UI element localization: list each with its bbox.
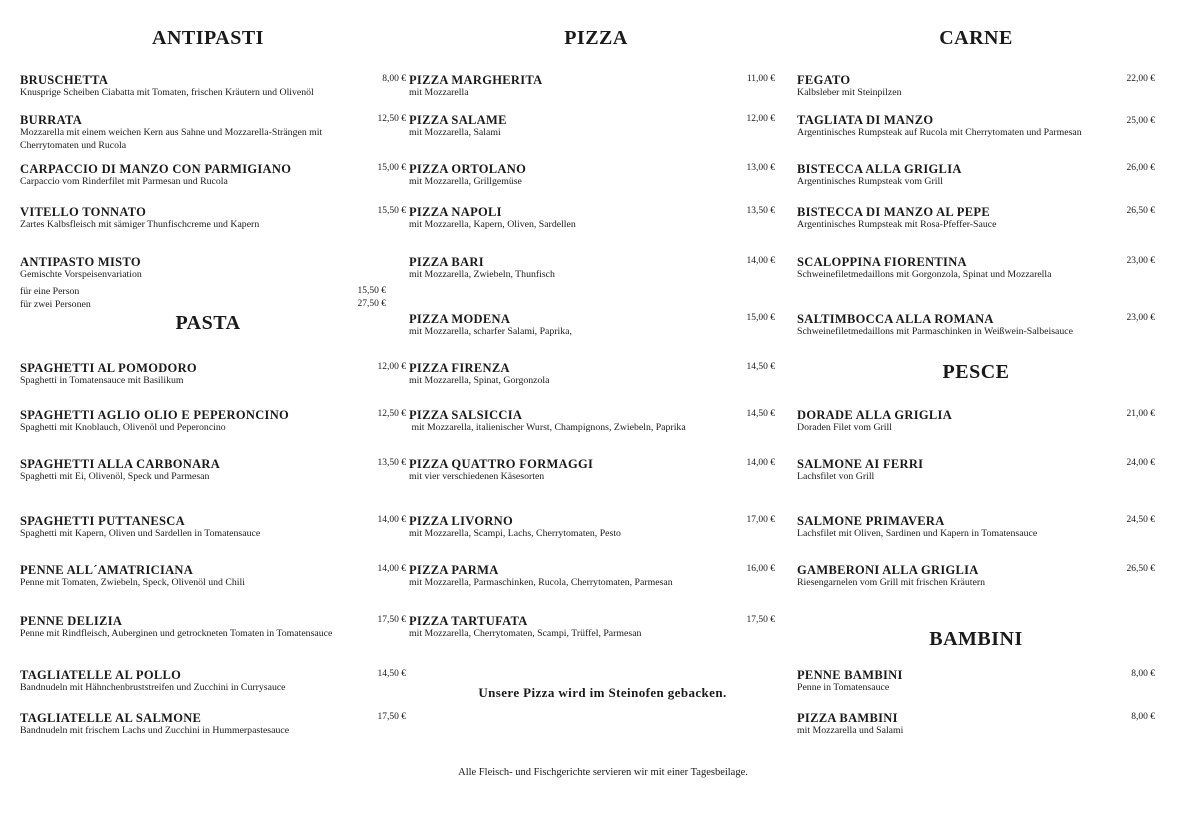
- item-price: 22,00 €: [1126, 74, 1155, 84]
- item-desc: Lachsfilet mit Oliven, Sardinen und Kapern in Tomatensauce: [797, 528, 1038, 539]
- menu-item-spaghetti-pomodoro: [20, 361, 406, 388]
- bambini-heading: BAMBINI: [929, 628, 1023, 650]
- menu-item-penne-bambini: [797, 668, 1155, 695]
- item-desc: Riesengarnelen vom Grill mit frischen Kräutern: [797, 577, 985, 588]
- item-price: 23,00 €: [1126, 256, 1155, 266]
- item-desc: Schweinefiletmedaillons mit Parmaschinken in Weißwein-Salbeisauce: [797, 326, 1073, 337]
- menu-item-tagliata-di-manzo: [797, 113, 1155, 140]
- menu-item-burrata: [20, 113, 406, 152]
- item-desc: mit Mozzarella, Zwiebeln, Thunfisch: [409, 269, 555, 280]
- item-desc: Spaghetti mit Kapern, Oliven und Sardellen in Tomatensauce: [20, 528, 261, 539]
- pizza-heading: PIZZA: [564, 27, 628, 49]
- item-name: BRUSCHETTA: [20, 73, 109, 87]
- item-price: 15,00 €: [746, 313, 775, 323]
- item-price: 26,00 €: [1126, 163, 1155, 173]
- item-name: CARPACCIO DI MANZO CON PARMIGIANO: [20, 162, 292, 176]
- menu-item-pizza-bari: [409, 255, 775, 282]
- item-price: 14,00 €: [377, 564, 406, 574]
- item-price: 14,00 €: [746, 256, 775, 266]
- item-price: 12,00 €: [377, 362, 406, 372]
- menu-item-pizza-margherita: [409, 73, 775, 100]
- item-price: 8,00 €: [1131, 712, 1155, 722]
- item-name: PIZZA BARI: [409, 255, 484, 269]
- item-name: SPAGHETTI AGLIO OLIO E PEPERONCINO: [20, 408, 290, 422]
- menu-item-pizza-bambini: [797, 711, 1155, 738]
- item-price: 14,50 €: [377, 669, 406, 679]
- item-price: 11,00 €: [746, 74, 775, 84]
- carne-heading: CARNE: [939, 27, 1013, 49]
- item-price: 21,00 €: [1126, 409, 1155, 419]
- item-desc: Argentinisches Rumpsteak auf Rucola mit Cherrytomaten und Parmesan: [797, 127, 1082, 138]
- menu-item-penne-amatriciana: [20, 563, 406, 590]
- item-name: SPAGHETTI PUTTANESCA: [20, 514, 185, 528]
- menu-item-pizza-modena: [409, 312, 775, 339]
- item-price: 24,50 €: [1126, 515, 1155, 525]
- menu-item-pizza-ortolano: [409, 162, 775, 189]
- item-name: BURRATA: [20, 113, 83, 127]
- item-desc: mit Mozzarella, Parmaschinken, Rucola, Cherrytomaten, Parmesan: [409, 577, 673, 588]
- menu-item-spaghetti-aglio-olio: [20, 408, 406, 435]
- menu-item-spaghetti-carbonara: [20, 457, 406, 484]
- item-desc: mit Mozzarella, Scampi, Lachs, Cherrytomaten, Pesto: [409, 528, 621, 539]
- item-name: PIZZA MARGHERITA: [409, 73, 543, 87]
- menu-item-pizza-parma: [409, 563, 775, 590]
- item-name: PENNE ALL´AMATRICIANA: [20, 563, 194, 577]
- item-name: PIZZA TARTUFATA: [409, 614, 528, 628]
- item-desc: Carpaccio vom Rinderfilet mit Parmesan und Rucola: [20, 176, 228, 187]
- menu-item-pizza-livorno: [409, 514, 775, 541]
- item-desc: Argentinisches Rumpsteak vom Grill: [797, 176, 943, 187]
- item-desc: Mozzarella mit einem weichen Kern aus Sahne und Mozzarella-Strängen mit Cherrytomaten und Rucola: [20, 127, 323, 151]
- item-desc: mit Mozzarella, Grillgemüse: [409, 176, 522, 187]
- item-desc: Doraden Filet vom Grill: [797, 422, 892, 433]
- item-desc: mit Mozzarella, Spinat, Gorgonzola: [409, 375, 550, 386]
- item-name: SALMONE AI FERRI: [797, 457, 924, 471]
- item-desc: mit Mozzarella, Salami: [409, 127, 501, 138]
- item-name: DORADE ALLA GRIGLIA: [797, 408, 953, 422]
- item-name: PIZZA MODENA: [409, 312, 511, 326]
- item-name: SCALOPPINA FIORENTINA: [797, 255, 967, 269]
- item-desc: Schweinefiletmedaillons mit Gorgonzola, Spinat und Mozzarella: [797, 269, 1052, 280]
- item-desc: mit Mozzarella, Cherrytomaten, Scampi, Trüffel, Parmesan: [409, 628, 642, 639]
- item-price: 17,50 €: [746, 615, 775, 625]
- misto-option-one-person: [20, 285, 386, 298]
- menu-item-bistecca-griglia: [797, 162, 1155, 189]
- item-name: PIZZA PARMA: [409, 563, 499, 577]
- item-price: 13,50 €: [377, 458, 406, 468]
- item-desc: Spaghetti in Tomatensauce mit Basilikum: [20, 375, 184, 386]
- menu-item-antipasto-misto: [20, 255, 386, 282]
- menu-item-saltimbocca: [797, 312, 1155, 339]
- menu-item-gamberoni: [797, 563, 1155, 590]
- item-desc: Penne in Tomatensauce: [797, 682, 890, 693]
- misto-option-two-persons: [20, 298, 386, 311]
- item-price: 13,00 €: [746, 163, 775, 173]
- item-name: BISTECCA ALLA GRIGLIA: [797, 162, 962, 176]
- option-price: 15,50 €: [357, 286, 386, 296]
- item-desc: mit Mozzarella, Kapern, Oliven, Sardellen: [409, 219, 576, 230]
- item-price: 23,00 €: [1126, 313, 1155, 323]
- item-price: 8,00 €: [382, 74, 406, 84]
- item-desc: mit vier verschiedenen Käsesorten: [409, 471, 545, 482]
- item-price: 14,00 €: [746, 458, 775, 468]
- item-price: 13,50 €: [746, 206, 775, 216]
- item-price: 26,50 €: [1126, 206, 1155, 216]
- item-name: BISTECCA DI MANZO AL PEPE: [797, 205, 990, 219]
- pesce-heading: PESCE: [942, 361, 1010, 383]
- item-name: SPAGHETTI ALLA CARBONARA: [20, 457, 221, 471]
- menu-item-pizza-napoli: [409, 205, 775, 232]
- item-name: TAGLIATELLE AL SALMONE: [20, 711, 202, 725]
- item-name: VITELLO TONNATO: [20, 205, 147, 219]
- item-name: PIZZA LIVORNO: [409, 514, 514, 528]
- item-name: SALTIMBOCCA ALLA ROMANA: [797, 312, 994, 326]
- item-price: 8,00 €: [1131, 669, 1155, 679]
- item-price: 14,50 €: [746, 362, 775, 372]
- menu-item-tagliatelle-salmone: [20, 711, 406, 738]
- menu-item-scaloppina-fiorentina: [797, 255, 1155, 282]
- item-desc: Bandnudeln mit Hähnchenbruststreifen und Zucchini in Currysauce: [20, 682, 286, 693]
- item-desc: Penne mit Tomaten, Zwiebeln, Speck, Olivenöl und Chili: [20, 577, 245, 588]
- item-name: PENNE BAMBINI: [797, 668, 903, 682]
- item-desc: Bandnudeln mit frischem Lachs und Zucchini in Hummerpastesauce: [20, 725, 290, 736]
- item-desc: mit Mozzarella und Salami: [797, 725, 904, 736]
- item-name: ANTIPASTO MISTO: [20, 255, 141, 269]
- item-price: 17,00 €: [746, 515, 775, 525]
- item-desc: Knusprige Scheiben Ciabatta mit Tomaten, frischen Kräutern und Olivenöl: [20, 87, 314, 98]
- item-price: 12,50 €: [377, 114, 406, 124]
- item-price: 14,50 €: [746, 409, 775, 419]
- item-name: TAGLIATELLE AL POLLO: [20, 668, 182, 682]
- pasta-heading: PASTA: [175, 312, 241, 334]
- pizza-oven-note: Unsere Pizza wird im Steinofen gebacken.: [478, 685, 727, 700]
- menu-item-pizza-salsiccia: [409, 408, 775, 435]
- item-desc: Penne mit Rindfleisch, Auberginen und getrockneten Tomaten in Tomatensauce: [20, 628, 333, 639]
- item-name: PIZZA SALAME: [409, 113, 507, 127]
- item-price: 25,00 €: [1126, 116, 1155, 126]
- item-name: SPAGHETTI AL POMODORO: [20, 361, 197, 375]
- item-price: 24,00 €: [1126, 458, 1155, 468]
- item-desc: Spaghetti mit Ei, Olivenöl, Speck und Parmesan: [20, 471, 210, 482]
- item-desc: Kalbsleber mit Steinpilzen: [797, 87, 902, 98]
- item-name: PIZZA NAPOLI: [409, 205, 502, 219]
- item-desc: Spaghetti mit Knoblauch, Olivenöl und Peperoncino: [20, 422, 226, 433]
- menu-item-pizza-firenza: [409, 361, 775, 388]
- antipasti-heading: ANTIPASTI: [152, 27, 264, 49]
- item-desc: mit Mozzarella: [409, 87, 469, 98]
- menu-item-vitello-tonnato: [20, 205, 406, 232]
- menu-item-tagliatelle-pollo: [20, 668, 406, 695]
- item-name: PIZZA FIRENZA: [409, 361, 510, 375]
- item-desc: Argentinisches Rumpsteak mit Rosa-Pfeffer-Sauce: [797, 219, 997, 230]
- item-price: 17,50 €: [377, 615, 406, 625]
- item-name: SALMONE PRIMAVERA: [797, 514, 945, 528]
- menu-item-dorade: [797, 408, 1155, 435]
- option-label: für eine Person: [20, 286, 80, 297]
- menu-item-salmone-primavera: [797, 514, 1155, 541]
- item-price: 16,00 €: [746, 564, 775, 574]
- menu-item-pizza-salame: [409, 113, 775, 140]
- menu-item-spaghetti-puttanesca: [20, 514, 406, 541]
- item-name: PENNE DELIZIA: [20, 614, 123, 628]
- item-price: 26,50 €: [1126, 564, 1155, 574]
- option-label: für zwei Personen: [20, 299, 91, 310]
- item-name: TAGLIATA DI MANZO: [797, 113, 934, 127]
- menu-item-pizza-tartufata: [409, 614, 775, 641]
- item-name: PIZZA BAMBINI: [797, 711, 898, 725]
- item-name: PIZZA SALSICCIA: [409, 408, 523, 422]
- item-price: 17,50 €: [377, 712, 406, 722]
- item-price: 15,00 €: [377, 163, 406, 173]
- item-desc: mit Mozzarella, italienischer Wurst, Champignons, Zwiebeln, Paprika: [409, 422, 686, 433]
- item-price: 15,50 €: [377, 206, 406, 216]
- menu-item-carpaccio: [20, 162, 406, 189]
- menu-item-bruschetta: [20, 73, 406, 100]
- menu-item-bistecca-pepe: [797, 205, 1155, 232]
- item-name: PIZZA QUATTRO FORMAGGI: [409, 457, 594, 471]
- item-desc: Lachsfilet von Grill: [797, 471, 875, 482]
- item-price: 14,00 €: [377, 515, 406, 525]
- option-price: 27,50 €: [357, 299, 386, 309]
- menu-item-salmone-ai-ferri: [797, 457, 1155, 484]
- side-dish-footnote: Alle Fleisch- und Fischgerichte servieren wir mit einer Tagesbeilage.: [458, 767, 748, 778]
- item-price: 12,00 €: [746, 114, 775, 124]
- menu-item-penne-delizia: [20, 614, 406, 641]
- menu-item-fegato: [797, 73, 1155, 100]
- item-desc: Gemischte Vorspeisenvariation: [20, 269, 142, 280]
- item-price: 12,50 €: [377, 409, 406, 419]
- item-desc: mit Mozzarella, scharfer Salami, Paprika,: [409, 326, 572, 337]
- menu-item-pizza-quattro-formaggi: [409, 457, 775, 484]
- item-name: FEGATO: [797, 73, 851, 87]
- item-desc: Zartes Kalbsfleisch mit sämiger Thunfischcreme und Kapern: [20, 219, 260, 230]
- item-name: GAMBERONI ALLA GRIGLIA: [797, 563, 979, 577]
- item-name: PIZZA ORTOLANO: [409, 162, 527, 176]
